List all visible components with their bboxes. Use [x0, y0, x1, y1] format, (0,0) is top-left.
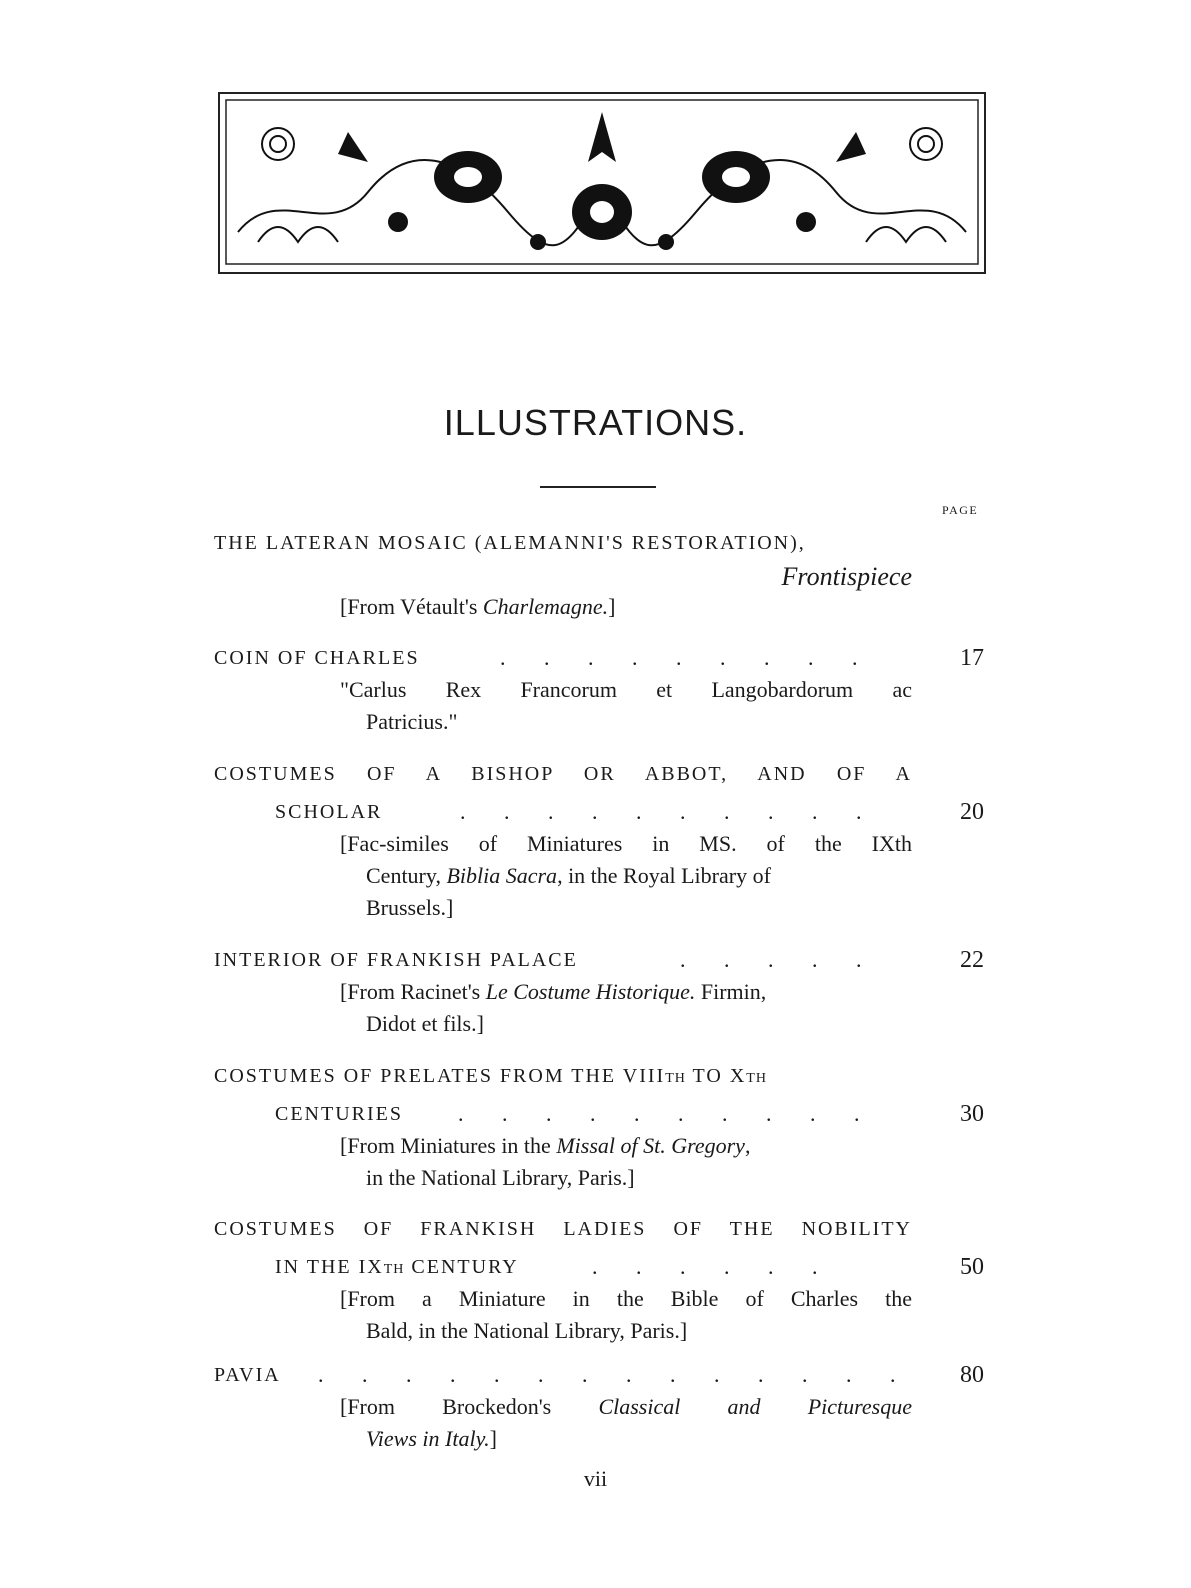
- entry-title: SCHOLAR: [275, 801, 383, 823]
- leader-dots: . . . . . .: [592, 1254, 818, 1279]
- page-column-label: PAGE: [942, 503, 979, 517]
- title-rule: [540, 486, 656, 488]
- entry-page: 80: [960, 1362, 984, 1388]
- page-title: ILLUSTRATIONS.: [443, 402, 748, 443]
- entry-note: Didot et fils.]: [366, 1011, 484, 1036]
- entry-title: COSTUMES OF A BISHOP OR ABBOT, AND OF A: [214, 763, 912, 785]
- entry-title: THE LATERAN MOSAIC (ALEMANNI'S RESTORATION),: [214, 532, 806, 554]
- entry-note: [From Brockedon's Classical and Picturesque: [340, 1394, 912, 1419]
- leader-dots: . . . . . . . . .: [500, 645, 858, 670]
- entry-note: [From Miniatures in the Missal of St. Gregory,: [340, 1133, 751, 1158]
- entry-page: 22: [960, 947, 984, 973]
- entry-title: COIN OF CHARLES: [214, 647, 420, 669]
- entry-page: 20: [960, 799, 984, 825]
- entry-note: Patricius.": [366, 709, 458, 734]
- entry-note: [From Racinet's Le Costume Historique. Firmin,: [340, 979, 767, 1004]
- entry-note: [From Vétault's Charlemagne.]: [340, 594, 616, 619]
- entry-title: INTERIOR OF FRANKISH PALACE: [214, 949, 578, 971]
- entry-note: [From a Miniature in the Bible of Charles the: [340, 1286, 912, 1311]
- entry-title: COSTUMES OF PRELATES FROM THE VIIITH TO XTH: [214, 1065, 767, 1087]
- entry-note: in the National Library, Paris.]: [366, 1165, 635, 1190]
- entry-page: Frontispiece: [781, 562, 912, 591]
- entry-note: [Fac-similes of Miniatures in MS. of the IXth: [340, 831, 912, 856]
- page-number: vii: [583, 1466, 608, 1491]
- entry-note: Bald, in the National Library, Paris.]: [366, 1318, 688, 1343]
- entry-page: 17: [960, 645, 984, 671]
- entry-title: CENTURIES: [275, 1103, 403, 1125]
- leader-dots: . . . . . . . . . .: [458, 1101, 860, 1126]
- entry-page: 30: [960, 1101, 984, 1127]
- entry-title: COSTUMES OF FRANKISH LADIES OF THE NOBILITY: [214, 1218, 912, 1240]
- entry-note: "Carlus Rex Francorum et Langobardorum ac: [340, 677, 912, 702]
- entry-note: Century, Biblia Sacra, in the Royal Library of: [366, 863, 771, 888]
- entry-note: Views in Italy.]: [366, 1426, 497, 1451]
- leader-dots: . . . . . . . . . . . . . .: [318, 1362, 896, 1387]
- ornamental-headpiece: [218, 92, 986, 274]
- leader-dots: . . . . .: [680, 947, 862, 972]
- entry-note: Brussels.]: [366, 895, 454, 920]
- entry-title: PAVIA: [214, 1364, 281, 1386]
- entry-page: 50: [960, 1254, 984, 1280]
- leader-dots: . . . . . . . . . .: [460, 799, 862, 824]
- entry-title: IN THE IXTH CENTURY: [275, 1256, 519, 1278]
